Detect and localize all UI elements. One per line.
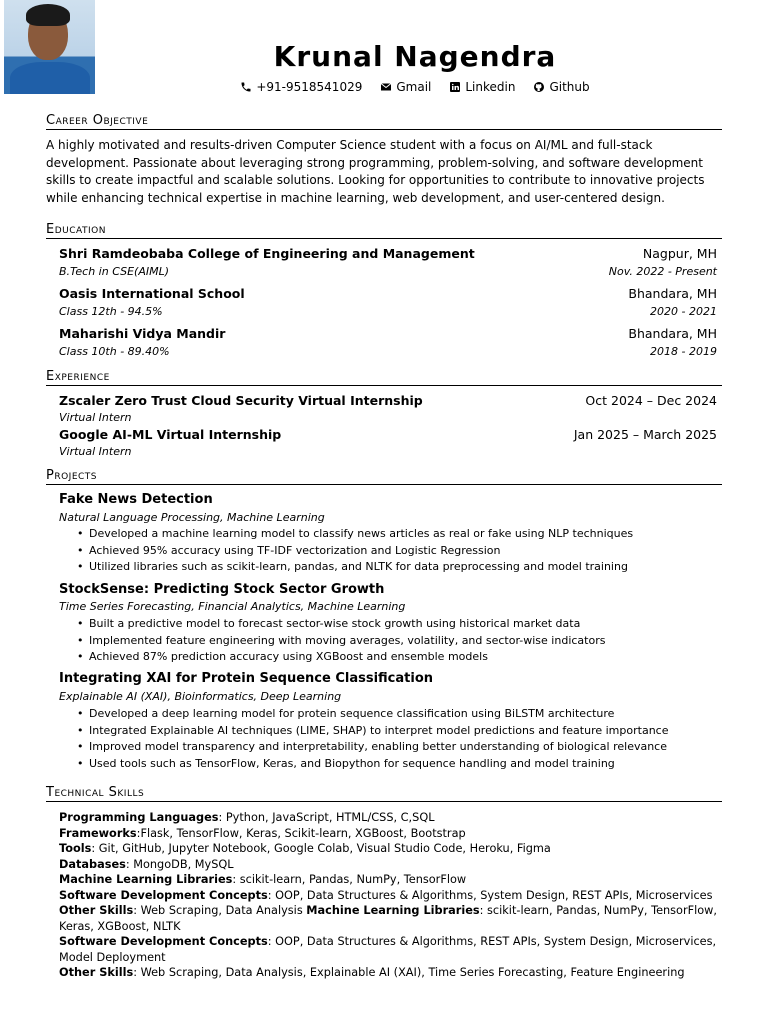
experience-role-2 [59, 445, 717, 458]
project-bullets-3 [77, 706, 737, 773]
github-text: Github [549, 80, 590, 94]
candidate-name: Krunal Nagendra [273, 40, 557, 73]
education-entry-3 [59, 326, 717, 341]
education-dates: 2018 - 2019 [650, 345, 717, 358]
skills-value: : scikit-learn, Pandas, NumPy, TensorFlow, Keras, XGBoost, NLTK [59, 904, 717, 933]
linkedin-text: Linkedin [465, 80, 516, 94]
education-degree: Class 10th - 89.40% [59, 345, 170, 358]
skills-heading: Technical Skills [46, 785, 722, 802]
skills-value: : OOP, Data Structures & Algorithms, System Design, REST APIs, Microservices [267, 888, 713, 902]
skills-list [59, 810, 719, 981]
education-location: Nagpur, MH [642, 246, 717, 261]
education-detail-3 [59, 345, 717, 358]
project-tags-2: Time Series Forecasting, Financial Analytics, Machine Learning [59, 600, 406, 613]
education-location: Bhandara, MH [628, 326, 717, 341]
education-school: Shri Ramdeobaba College of Engineering and Management [59, 246, 475, 261]
skills-value: : Web Scraping, Data Analysis [133, 904, 307, 917]
github-icon [533, 81, 545, 93]
objective-heading: Career Objective [46, 113, 722, 130]
project-title-1: Fake News Detection [59, 492, 213, 507]
skills-line [59, 903, 719, 934]
education-detail-1 [59, 265, 717, 278]
gmail-link[interactable] [380, 80, 431, 94]
objective-text: A highly motivated and results-driven Computer Science student with a focus on AI/ML and full-stack development. Passionate about leveraging strong programming, problem-solving, and software development skills to create impactful and scalable solutions. Looking for opportunities to contribute to innovative projects while enhancing technical expertise in machine learning, web development, and user-centered design. [46, 138, 705, 205]
linkedin-icon [449, 81, 461, 93]
gmail-text: Gmail [396, 80, 432, 94]
phone-link[interactable] [240, 80, 362, 94]
skills-line [59, 826, 719, 842]
skills-label: Tools [59, 842, 92, 855]
experience-entry-1 [59, 393, 717, 408]
project-bullets-1 [77, 526, 737, 576]
skills-value: : Web Scraping, Data Analysis, Explainable AI (XAI), Time Series Forecasting, Feature Engineering [133, 966, 685, 979]
education-detail-2 [59, 305, 717, 318]
experience-title: Zscaler Zero Trust Cloud Security Virtual Internship [59, 393, 423, 408]
education-location: Bhandara, MH [628, 286, 717, 301]
skills-label: Databases [59, 857, 126, 871]
skills-value: : MongoDB, MySQL [125, 857, 234, 871]
skills-value: : OOP, Data Structures & Algorithms, REST APIs, System Design, Microservices, Model Deployment [59, 935, 717, 964]
phone-text: +91-9518541029 [256, 80, 363, 94]
phone-icon [240, 81, 252, 93]
experience-title: Google AI-ML Virtual Internship [59, 427, 282, 442]
education-degree: B.Tech in CSE(AIML) [59, 265, 169, 278]
project-bullets-2 [77, 616, 737, 666]
skills-line [59, 934, 719, 965]
experience-entry-2 [59, 427, 717, 442]
skills-line [59, 841, 719, 857]
list-item: • Utilized libraries such as scikit-learn, pandas, and NLTK for data preprocessing and model training [77, 559, 737, 576]
skills-label: Machine Learning Libraries [306, 904, 480, 917]
list-item: • Integrated Explainable AI techniques (LIME, SHAP) to interpret model predictions and feature importance [77, 723, 737, 740]
education-heading: Education [46, 222, 722, 239]
skills-label: Software Development Concepts [59, 935, 268, 948]
github-link[interactable] [533, 80, 589, 94]
skills-label: Software Development Concepts [59, 888, 268, 902]
skills-label: Machine Learning Libraries [59, 873, 233, 886]
experience-heading: Experience [46, 369, 722, 386]
education-school: Maharishi Vidya Mandir [59, 326, 226, 341]
skills-label: Programming Languages [59, 811, 219, 824]
education-entry-1 [59, 246, 717, 261]
skills-value: :Flask, TensorFlow, Keras, Scikit-learn, XGBoost, Bootstrap [136, 826, 466, 840]
education-dates: 2020 - 2021 [650, 305, 717, 318]
list-item: • Built a predictive model to forecast sector-wise stock growth using historical market data [77, 616, 737, 633]
project-tags-3: Explainable AI (XAI), Bioinformatics, Deep Learning [59, 690, 342, 703]
mail-icon [380, 81, 392, 93]
list-item: • Achieved 87% prediction accuracy using XGBoost and ensemble models [77, 649, 737, 666]
photo-hair [26, 4, 70, 26]
projects-heading: Projects [46, 468, 722, 485]
experience-dates: Jan 2025 – March 2025 [573, 427, 717, 442]
education-entry-2 [59, 286, 717, 301]
education-degree: Class 12th - 94.5% [59, 305, 163, 318]
skills-line [59, 888, 719, 904]
list-item: • Achieved 95% accuracy using TF-IDF vectorization and Logistic Regression [77, 543, 737, 560]
skills-label: Frameworks [59, 826, 137, 840]
skills-line [59, 810, 719, 826]
skills-line [59, 872, 719, 888]
education-dates: Nov. 2022 - Present [608, 265, 717, 278]
education-school: Oasis International School [59, 286, 245, 301]
experience-role-1 [59, 411, 717, 424]
experience-role: Virtual Intern [59, 445, 132, 458]
contact-bar [0, 80, 768, 94]
list-item: • Developed a machine learning model to classify news articles as real or fake using NLP techniques [77, 526, 737, 543]
list-item: • Improved model transparency and interpretability, enabling better understanding of biological relevance [77, 739, 737, 756]
list-item: • Developed a deep learning model for protein sequence classification using BiLSTM architecture [77, 706, 737, 723]
skills-label: Other Skills [59, 904, 134, 917]
skills-line [59, 857, 719, 873]
list-item: • Used tools such as TensorFlow, Keras, and Biopython for sequence handling and model training [77, 756, 737, 773]
project-tags-1: Natural Language Processing, Machine Learning [59, 511, 325, 524]
linkedin-link[interactable] [449, 80, 515, 94]
experience-dates: Oct 2024 – Dec 2024 [585, 393, 717, 408]
project-title-2: StockSense: Predicting Stock Sector Growth [59, 582, 385, 597]
skills-line [59, 965, 719, 981]
skills-value: : scikit-learn, Pandas, NumPy, TensorFlow [232, 873, 467, 886]
skills-value: : Git, GitHub, Jupyter Notebook, Google Colab, Visual Studio Code, Heroku, Figma [91, 842, 551, 855]
skills-label: Other Skills [59, 966, 134, 979]
project-title-3: Integrating XAI for Protein Sequence Classification [59, 671, 434, 686]
list-item: • Implemented feature engineering with moving averages, volatility, and sector-wise indicators [77, 633, 737, 650]
skills-value: : Python, JavaScript, HTML/CSS, C,SQL [218, 811, 435, 824]
experience-role: Virtual Intern [59, 411, 132, 424]
